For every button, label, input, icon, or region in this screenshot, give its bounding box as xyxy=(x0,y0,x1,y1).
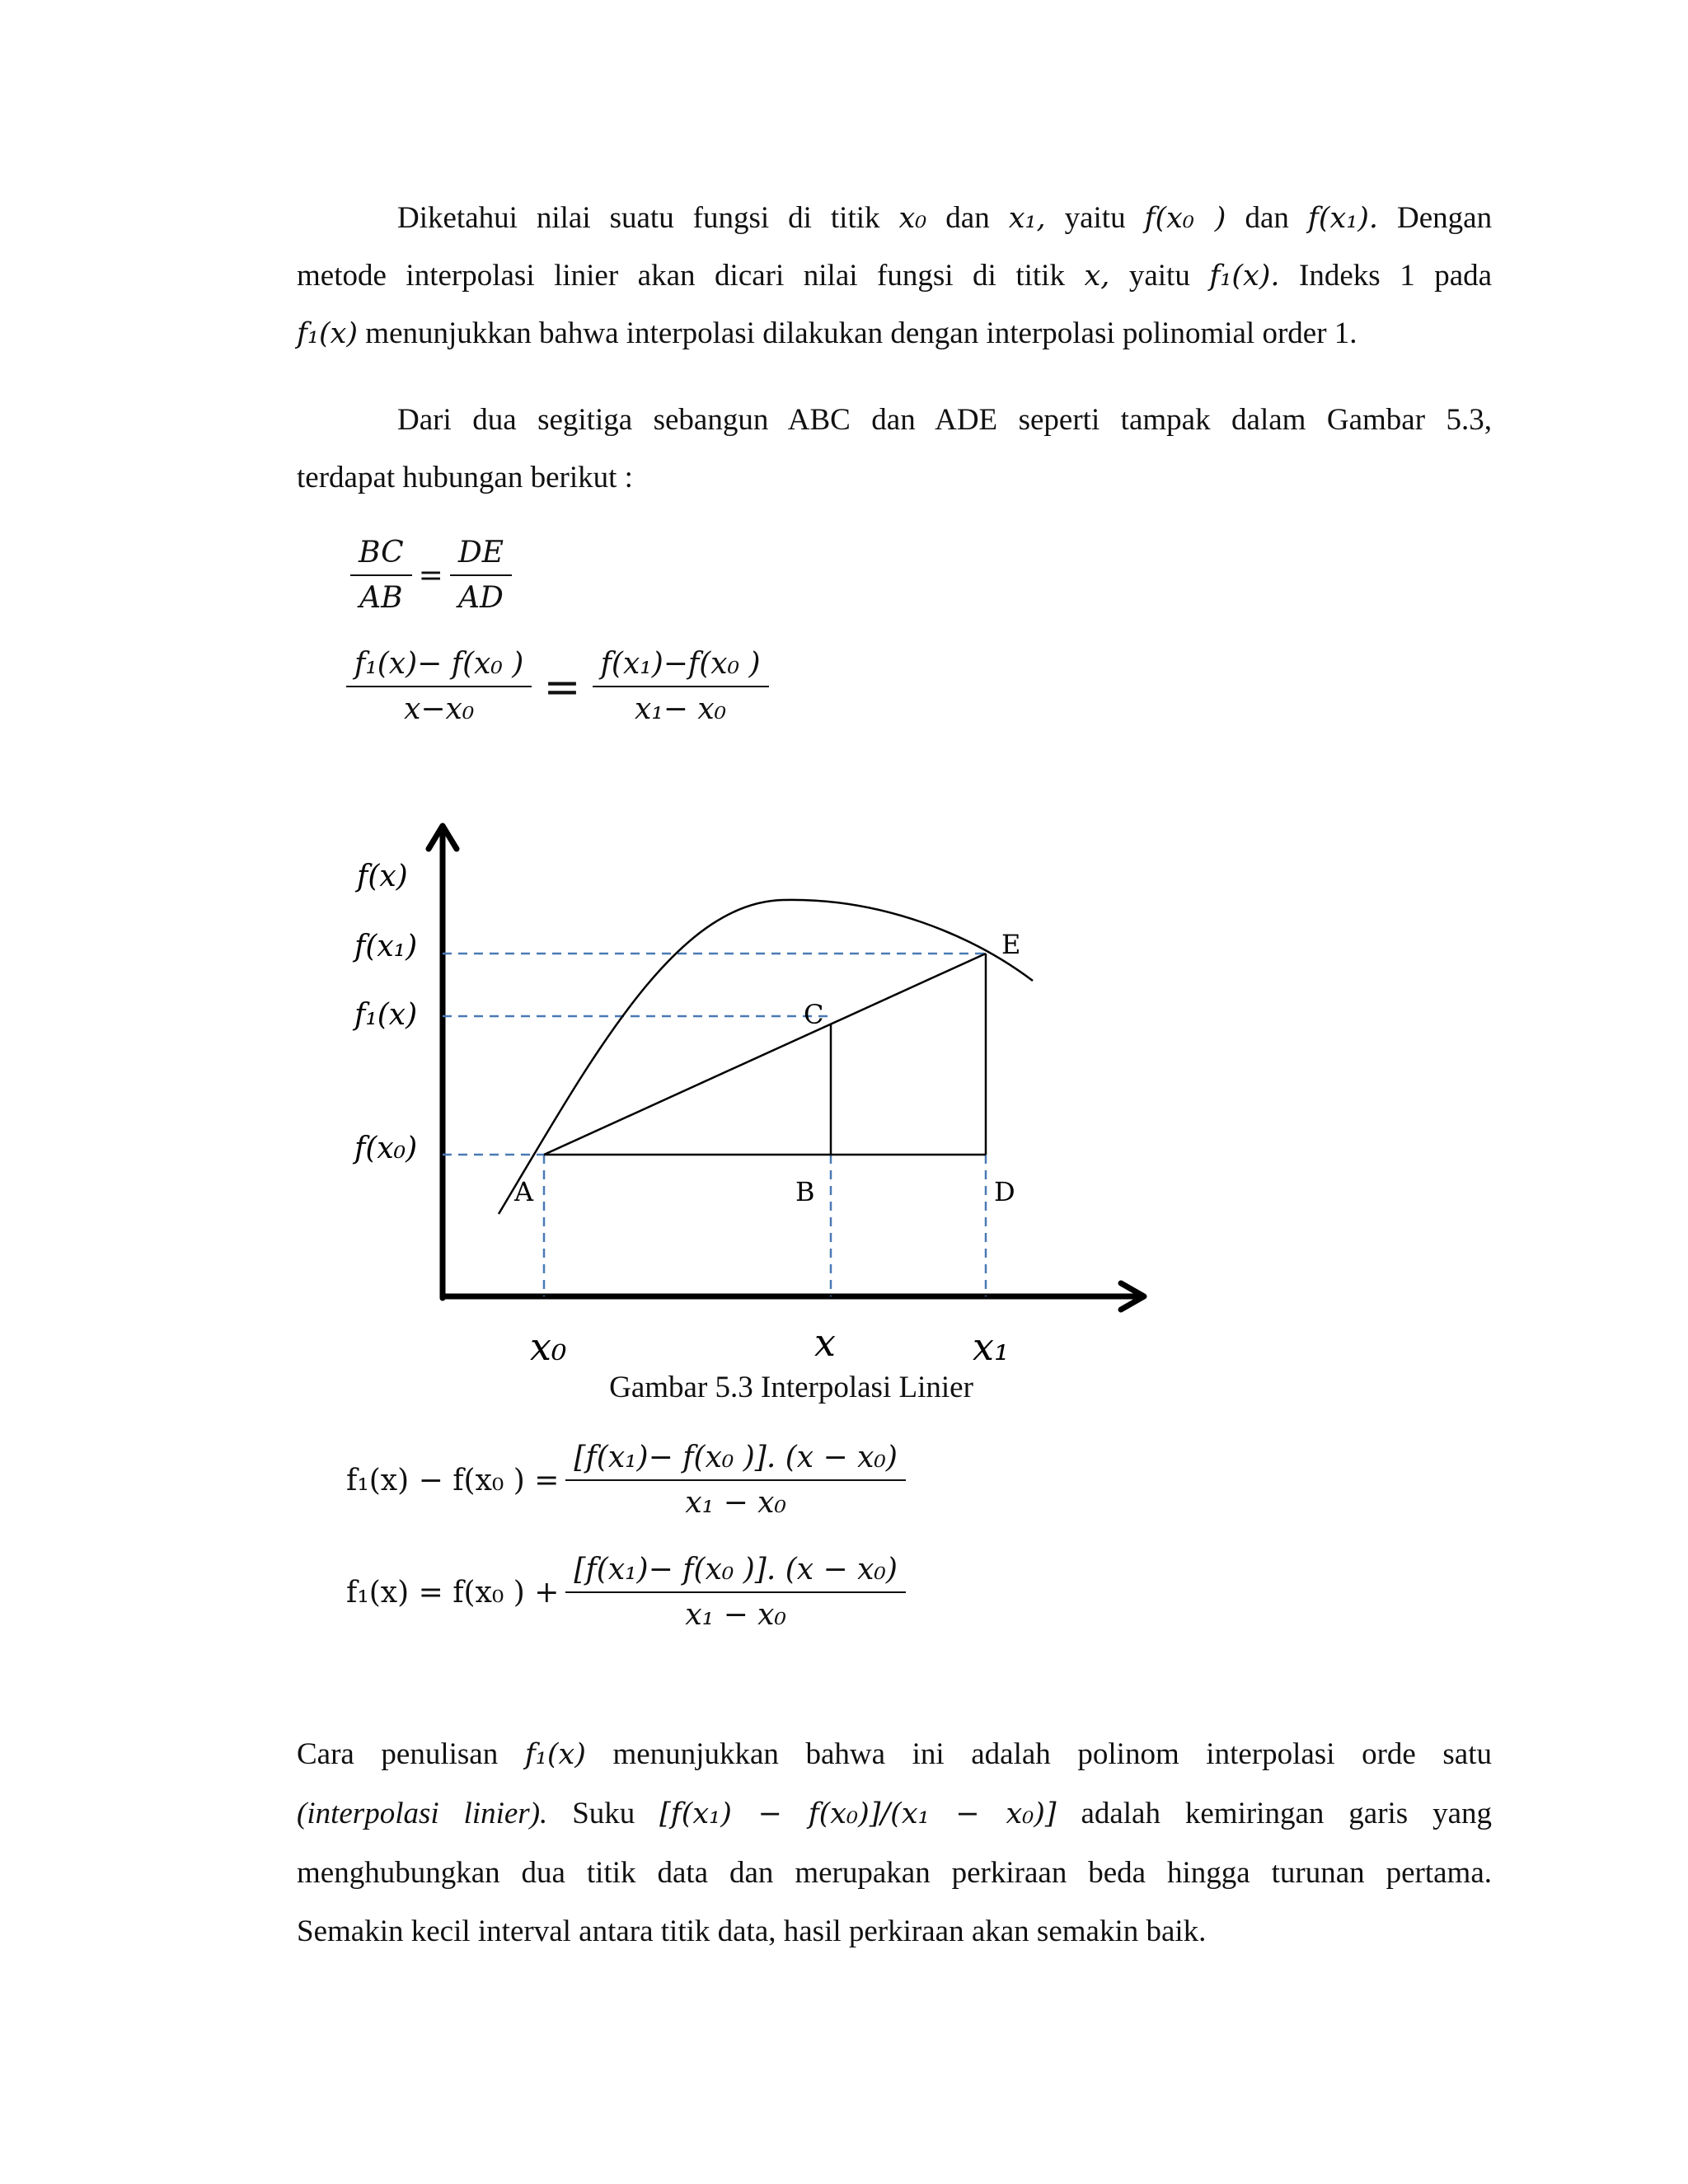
math-x0: x₀ xyxy=(898,202,927,235)
numerator: DE xyxy=(450,536,512,576)
text-run: Suku xyxy=(572,1797,635,1830)
text-run: dan xyxy=(1245,201,1289,235)
numerator: [f(x₁)− f(x₀ )]. (x − x₀) xyxy=(565,1553,906,1593)
point-label-A: A xyxy=(514,1176,534,1207)
text-run: menunjukkan bahwa interpolasi dilakukan dengan interpolasi polinomial order 1. xyxy=(365,316,1357,350)
fraction xyxy=(565,1553,906,1632)
text-run: yaitu xyxy=(1128,259,1190,293)
dashed-guides xyxy=(443,954,986,1296)
equation-lhs: f₁(x) = f(x₀ ) + xyxy=(346,1575,560,1610)
point-label-E: E xyxy=(1001,929,1021,960)
text-run: Diketahui nilai suatu fungsi di titik xyxy=(397,201,880,235)
text-run: Dengan xyxy=(1397,201,1493,235)
text-run-italic: (interpolasi linier). xyxy=(297,1797,548,1830)
x-label-x: x xyxy=(814,1320,836,1365)
function-curve xyxy=(499,900,1033,1214)
paragraph-3-line-2 xyxy=(297,1784,1492,1844)
text-run: dan xyxy=(945,201,990,235)
math-f1-x: f₁(x). xyxy=(1209,260,1280,293)
denominator: x₁ − x₀ xyxy=(685,1598,786,1632)
math-x1: x₁, xyxy=(1008,202,1046,235)
text-run: menunjukkan bahwa ini adalah polinom interpolasi orde satu xyxy=(612,1737,1493,1771)
paragraph-3-line-3: menghubungkan dua titik data dan merupakan perkiraan beda hingga turunan pertama. xyxy=(297,1856,1492,1890)
denominator: x−x₀ xyxy=(404,692,475,726)
paragraph-2-line-2: terdapat hubungan berikut : xyxy=(297,461,633,494)
denominator: AB xyxy=(359,581,403,615)
interpolation-line-AE xyxy=(544,954,986,1155)
text-run: Indeks 1 pada xyxy=(1299,259,1493,293)
equals-sign: = xyxy=(418,558,443,593)
denominator: x₁− x₀ xyxy=(635,692,727,726)
fraction xyxy=(565,1441,906,1520)
math-f1-x: f₁(x) xyxy=(524,1738,586,1771)
text-run: Cara penulisan xyxy=(297,1737,499,1771)
denominator: x₁ − x₀ xyxy=(685,1486,786,1520)
numerator: f(x₁)−f(x₀ ) xyxy=(593,647,769,687)
math-f-x1: f(x₁). xyxy=(1307,202,1379,235)
denominator: AD xyxy=(457,581,504,615)
text-run: yaitu xyxy=(1064,201,1126,235)
paragraph-2-line-1: Dari dua segitiga sebangun ABC dan ADE seperti tampak dalam Gambar 5.3, xyxy=(397,403,1492,437)
y-label-fx: f(x) xyxy=(357,860,408,893)
x-label-x1: x₁ xyxy=(973,1324,1010,1369)
math-x: x, xyxy=(1084,260,1110,293)
numerator: f₁(x)− f(x₀ ) xyxy=(346,647,532,687)
equation-lhs: f₁(x) − f(x₀ ) = xyxy=(346,1463,560,1497)
math-f1-x: f₁(x) xyxy=(297,317,359,350)
paragraph-3-line-1 xyxy=(297,1725,1492,1784)
paragraph-3 xyxy=(297,1725,1492,1961)
point-label-D: D xyxy=(994,1176,1015,1207)
point-label-B: B xyxy=(795,1176,815,1207)
numerator: BC xyxy=(350,536,412,576)
text-run: adalah kemiringan garis yang xyxy=(1081,1797,1493,1830)
x-label-x0: x₀ xyxy=(530,1324,567,1369)
math-slope: [f(x₁) − f(x₀)]/(x₁ − x₀)] xyxy=(659,1797,1057,1830)
point-label-C: C xyxy=(804,999,824,1030)
y-label-f1x: f₁(x) xyxy=(354,998,418,1032)
equation-difference xyxy=(346,1441,906,1520)
paragraph-3-line-4: Semakin kecil interval antara titik data, hasil perkiraan akan semakin baik. xyxy=(297,1915,1207,1948)
math-f-x0: f(x₀ ) xyxy=(1144,202,1226,235)
equals-sign: = xyxy=(543,660,581,713)
y-label-fx1: f(x₁) xyxy=(354,930,418,963)
figure-caption: Gambar 5.3 Interpolasi Linier xyxy=(609,1371,973,1404)
y-label-fx0: f(x₀) xyxy=(354,1132,418,1165)
equation-linear-interpolation xyxy=(346,1553,906,1632)
numerator: [f(x₁)− f(x₀ )]. (x − x₀) xyxy=(565,1441,906,1481)
text-run: metode interpolasi linier akan dicari nilai fungsi di titik xyxy=(297,259,1065,293)
